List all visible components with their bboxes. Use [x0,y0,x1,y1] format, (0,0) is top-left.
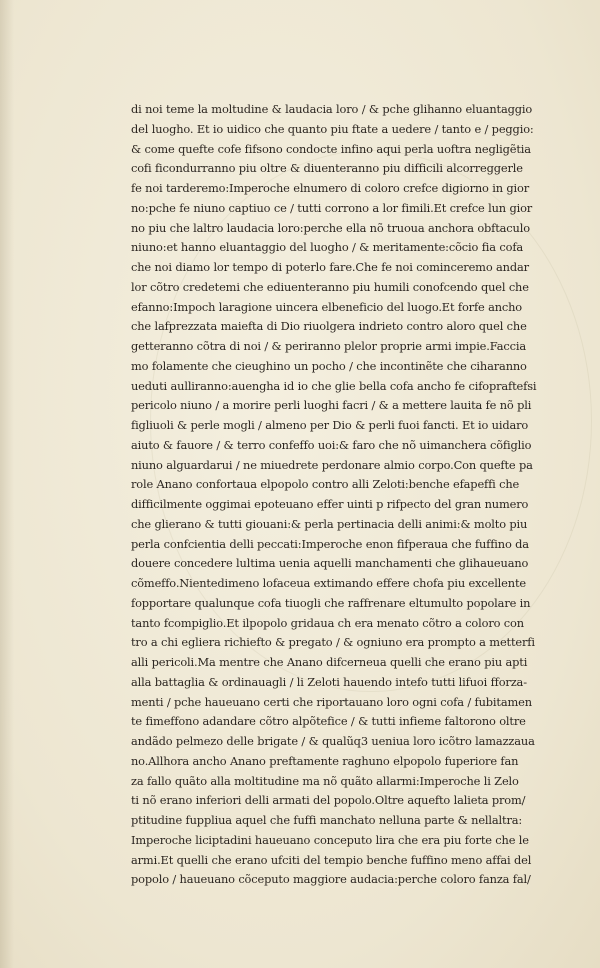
text-line: alli pericoli.Ma mentre che Anano difcerneua quelli che erano piu apti [131,655,528,669]
text-line: difficilmente oggimai epoteuano effer uinti p rifpecto del gran numero [131,497,529,511]
text-line: te fimeffono adandare cõtro alpõtefice / & tutti infieme faltorono oltre [131,714,526,729]
text-line: no.Allhora ancho Anano preftamente raghuno elpopolo fuperiore fan [131,753,519,768]
text-line: alla battaglia & ordinauagli / li Zeloti hauendo intefo tutti lifuoi fforza- [131,674,527,689]
text-line: figliuoli & perle mogli / almeno per Dio & perli fuoi fancti. Et io uidaro [131,418,529,432]
body-text [131,100,571,890]
text-line: pericolo niuno / a morire perli luoghi facri / & a mettere lauita fe nõ pli [131,398,532,413]
text-line: armi.Et quelli che erano ufciti del tempio benche fuffino meno affai del [131,852,532,867]
text-line: role Anano confortaua elpopolo contro alli Zeloti:benche efapeffi che [131,477,520,492]
text-line: cõmeffo.Nientedimeno lofaceua extimando effere chofa piu excellente [131,576,526,590]
text-line: del luogho. Et io uidico che quanto piu ftate a uedere / tanto e / peggio: [131,121,534,136]
text-line: efanno:Impoch laragione uincera elbeneficio del luogo.Et forfe ancho [131,299,523,314]
text-line: niuno alguardarui / ne miuedrete perdonare almio corpo.Con quefte pa [131,457,533,472]
text-line: no:pche fe niuno captiuo ce / tutti corrono a lor fimili.Et crefce lun gior [131,200,533,215]
text-line: che glierano & tutti giouani:& perla pertinacia delli animi:& molto piu [131,516,528,531]
text-line: niuno:et hanno eluantaggio del luogho / & meritamente:cõcio fia cofa [131,240,524,255]
text-line: ueduti aulliranno:auengha id io che glie bella cofa ancho fe cifopraftefsi [131,378,537,393]
text-line: & come quefte cofe fifsono condocte infino aqui perla uoftra negligẽtia [131,141,531,156]
text-line: douere concedere lultima uenia aquelli manchamenti che glihaueuano [131,556,529,571]
text-line: di noi teme la moltudine & laudacia loro / & pche glihanno eluantaggio [131,102,533,116]
text-line: fe noi tarderemo:Imperoche elnumero di coloro crefce digiorno in gior [131,181,530,195]
text-line: za fallo quãto alla moltitudine ma nõ quãto allarmi:Imperoche li Zelo [131,773,519,788]
text-line: Imperoche liciptadini haueuano conceputo lira che era piu forte che le [131,832,529,847]
page-gutter-shadow [0,0,14,968]
text-line: perla confcientia delli peccati:Imperoche enon fifperaua che fuffino da [131,536,529,551]
text-line: ptitudine fuppliua aquel che fuffi manchato nelluna parte & nellaltra: [131,813,523,827]
text-line: andãdo pelmezo delle brigate / & qualũq3 ueniua loro icõtro lamazzaua [131,734,535,748]
text-line: mo folamente che cieughino un pocho / che incontinẽte che ciharanno [131,358,527,373]
text-line: che lafprezzata maiefta di Dio riuolgera indrieto contro aloro quel che [131,319,527,334]
text-line: no piu che laltro laudacia loro:perche ella nõ truoua anchora obftaculo [131,220,530,235]
text-line: getteranno cõtra di noi / & periranno plelor proprie armi impie.Faccia [131,339,526,353]
text-line: tanto fcompiglio.Et ilpopolo gridaua ch era menato cõtro a coloro con [131,615,524,630]
text-line: lor cõtro credetemi che ediuenteranno piu humili conofcendo quel che [131,279,529,294]
text-line: fopportare qualunque cofa tiuogli che raffrenare eltumulto popolare in [131,595,531,610]
text-line: cofi ficondurranno piu oltre & diuenteranno piu difficili alcorreggerle [131,161,523,176]
text-line: popolo / haueuano cõceputo maggiore audacia:perche coloro fanza fal/ [131,872,531,887]
text-line: tro a chi egliera richiefto & pregato / & ogniuno era prompto a metterfi [131,635,535,650]
text-line: aiuto & fauore / & terro confeffo uoi:& faro che nõ uimanchera cõfiglio [131,437,532,452]
text-line: ti nõ erano inferiori delli armati del popolo.Oltre aquefto lalieta prom/ [131,793,526,808]
text-line: menti / pche haueuano certi che riportauano loro ogni cofa / fubitamen [131,694,532,709]
text-line: che noi diamo lor tempo di poterlo fare.Che fe noi cominceremo andar [131,260,529,274]
